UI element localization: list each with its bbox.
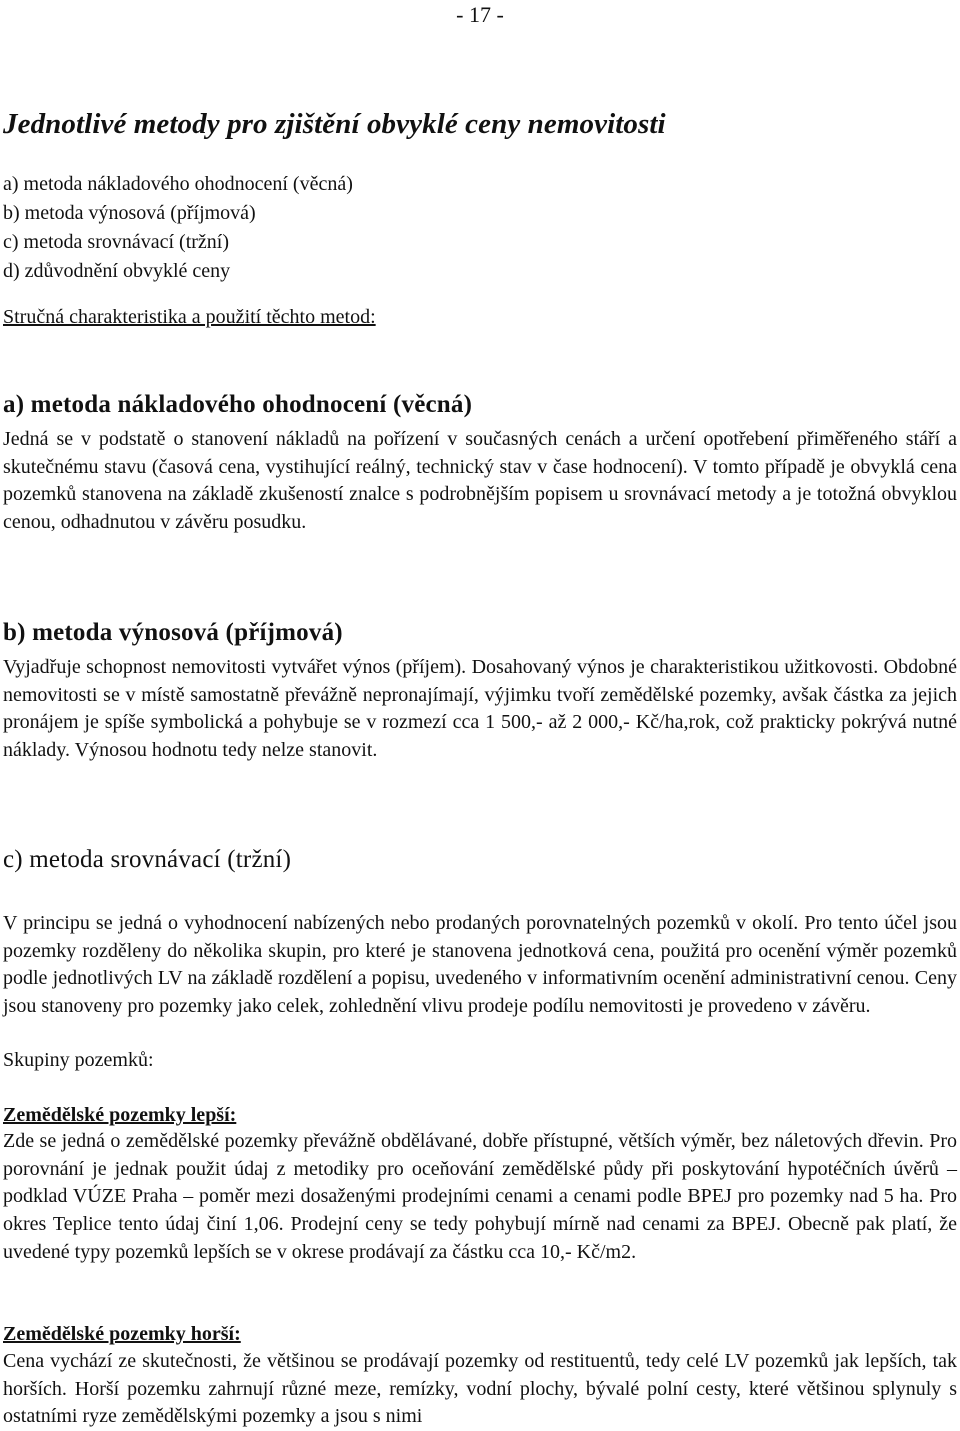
section-b-text: Vyjadřuje schopnost nemovitosti vytvářet výnos (příjem). Dosahovaný výnos je charakteristikou užitkovosti. Obdobné nemovitosti se v místě samostatně převážně nepronajímají, výjimku tvoří zemědělské pozemky, avšak částka za jejich pronájem je spíše symbolická a pohybuje se v rozmezí cca 1 500,- až 2 000,- Kč/ha,rok, což prakticky pokrývá nutné náklady. Výnosou hodnotu tedy nelze stanovit. [3,656,957,762]
page-title: Jednotlivé metody pro zjištění obvyklé ceny nemovitosti [3,108,666,140]
methods-list-item: c) metoda srovnávací (tržní) [3,231,230,253]
methods-list-item: a) metoda nákladového ohodnocení (věcná) [3,173,353,195]
worse-land-text: Cena vychází ze skutečnosti, že většinou se prodávají pozemky od restituentů, tedy celé LV pozemků jak lepších, tak horších. Horší pozemku zahrnují různé meze, remízky, vodní plochy, bývalé polní cesty, které většinou splynuly s ostatními ryze zemědělskými pozemky a jsou s nimi [3,1350,957,1428]
section-c-heading: c) metoda srovnávací (tržní) [3,846,292,873]
section-a-heading: a) metoda nákladového ohodnocení (věcná) [3,391,473,418]
better-land-heading: Zemědělské pozemky lepší: [3,1104,237,1126]
land-groups-label: Skupiny pozemků: [3,1049,154,1071]
methods-list [3,170,353,286]
section-a-text: Jedná se v podstatě o stanovení nákladů na pořízení v současných cenách a určení opotřebení přiměřeného stáří a skutečnému stavu (časová cena, vystihující reálný, technický stav v čase hodnocení). V tomto případě je obvyklá cena pozemků stanovena na základě zkušeností znalce s podrobnějším popisem u srovnávací metody a je totožná obvyklou cenou, odhadnutou v závěru posudku. [3,428,957,534]
page-number: - 17 - [456,2,504,27]
section-b-heading: b) metoda výnosová (příjmová) [3,619,343,646]
better-land-text: Zde se jedná o zemědělské pozemky převážně obdělávané, dobře přístupné, větších výměr, bez náletových dřevin. Pro porovnání je jednak použit údaj z metodiky pro oceňování zemědělské půdy při poskytování hypotéčních úvěrů – podklad VÚZE Praha – poměr mezi dosaženými prodejními cenami a cenami podle BPEJ pro pozemky nad 5 ha. Pro okres Teplice tento údaj činí 1,06. Prodejní ceny se tedy pohybují mírně nad cenami za BPEJ. Obecně pak platí, že uvedené typy pozemků lepších se v okrese prodávají za částku cca 10,- Kč/m2. [3,1130,957,1263]
worse-land-heading: Zemědělské pozemky horší: [3,1323,241,1345]
methods-list-item: d) zdůvodnění obvyklé ceny [3,260,231,282]
methods-list-item: b) metoda výnosová (příjmová) [3,202,256,224]
section-c-text: V principu se jedná o vyhodnocení nabízených nebo prodaných porovnatelných pozemků v okolí. Pro tento účel jsou pozemky rozděleny do několika skupin, pro které je stanovena jednotková cena, použitá pro ocenění výměr pozemků podle jednotlivých LV na základě rozdělení a popisu, uvedeného v informativním ocenění administrativní cenou. Ceny jsou stanoveny pro pozemky jako celek, zohlednění vlivu prodeje podílu nemovitosti je provedeno v závěru. [3,912,957,1018]
brief-heading: Stručná charakteristika a použití těchto metod: [3,306,376,328]
